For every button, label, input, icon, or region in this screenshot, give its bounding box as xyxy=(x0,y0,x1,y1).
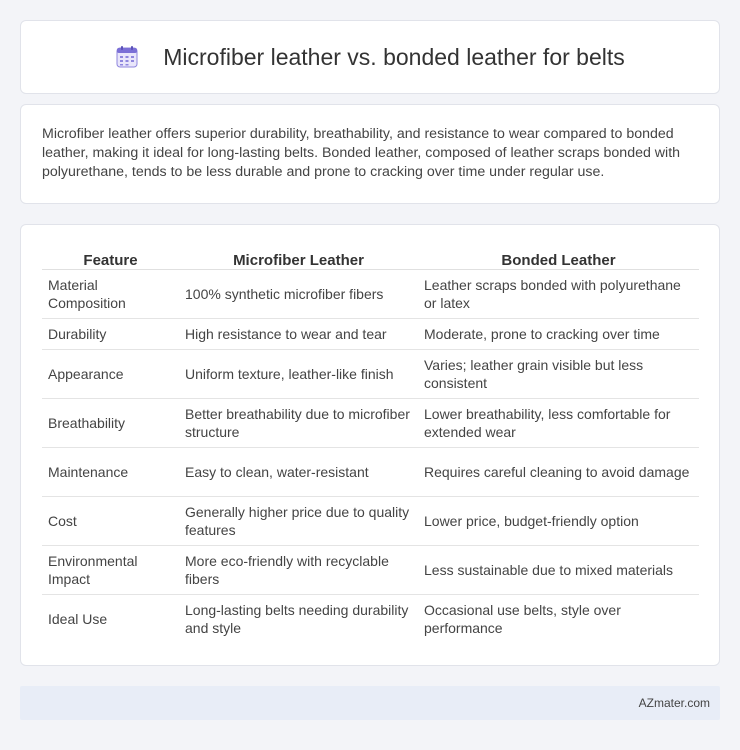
table-header-row xyxy=(42,247,699,269)
table-cell: Material Composition xyxy=(42,269,179,318)
table-row xyxy=(42,447,699,496)
table-row xyxy=(42,594,699,643)
table-cell: Generally higher price due to quality features xyxy=(179,496,418,545)
table-cell: Appearance xyxy=(42,349,179,398)
footer-brand[interactable]: AZmater.com xyxy=(638,696,710,710)
comparison-table xyxy=(42,247,699,643)
comparison-card xyxy=(20,224,720,666)
table-cell: Long-lasting belts needing durability and style xyxy=(179,594,418,643)
table-cell: Lower breathability, less comfortable for extended wear xyxy=(418,398,699,447)
footer xyxy=(20,686,720,720)
table-cell: Requires careful cleaning to avoid damage xyxy=(418,447,699,496)
table-cell: Varies; leather grain visible but less consistent xyxy=(418,349,699,398)
table-cell: Maintenance xyxy=(42,447,179,496)
table-row xyxy=(42,269,699,318)
table-cell: More eco-friendly with recyclable fibers xyxy=(179,545,418,594)
table-row xyxy=(42,496,699,545)
title-card xyxy=(20,20,720,94)
header-feature: Feature xyxy=(83,252,138,269)
table-cell: Leather scraps bonded with polyurethane or latex xyxy=(418,269,699,318)
table-cell: Durability xyxy=(42,318,179,349)
table-cell: Lower price, budget-friendly option xyxy=(418,496,699,545)
calendar-icon xyxy=(115,45,139,69)
table-row xyxy=(42,318,699,349)
table-cell: Uniform texture, leather-like finish xyxy=(179,349,418,398)
intro-text: Microfiber leather offers superior durability, breathability, and resistance to wear compared to bonded leather, making it ideal for long-lasting belts. Bonded leather, composed of leather scraps bonded with polyurethane, tends to be less durable and prone to cracking over time under regular use. xyxy=(42,126,681,180)
table-cell: 100% synthetic microfiber fibers xyxy=(179,269,418,318)
header-microfiber: Microfiber Leather xyxy=(233,252,364,269)
table-cell: Cost xyxy=(42,496,179,545)
intro-card xyxy=(20,104,720,204)
table-cell: Less sustainable due to mixed materials xyxy=(418,545,699,594)
table-cell: Occasional use belts, style over performance xyxy=(418,594,699,643)
table-cell: Ideal Use xyxy=(42,594,179,643)
header-bonded: Bonded Leather xyxy=(501,252,616,269)
table-row xyxy=(42,398,699,447)
table-cell: High resistance to wear and tear xyxy=(179,318,418,349)
table-cell: Breathability xyxy=(42,398,179,447)
page-title: Microfiber leather vs. bonded leather for belts xyxy=(163,43,625,70)
table-cell: Better breathability due to microfiber structure xyxy=(179,398,418,447)
table-cell: Moderate, prone to cracking over time xyxy=(418,318,699,349)
table-row xyxy=(42,349,699,398)
table-row xyxy=(42,545,699,594)
table-cell: Easy to clean, water-resistant xyxy=(179,447,418,496)
table-cell: Environmental Impact xyxy=(42,545,179,594)
